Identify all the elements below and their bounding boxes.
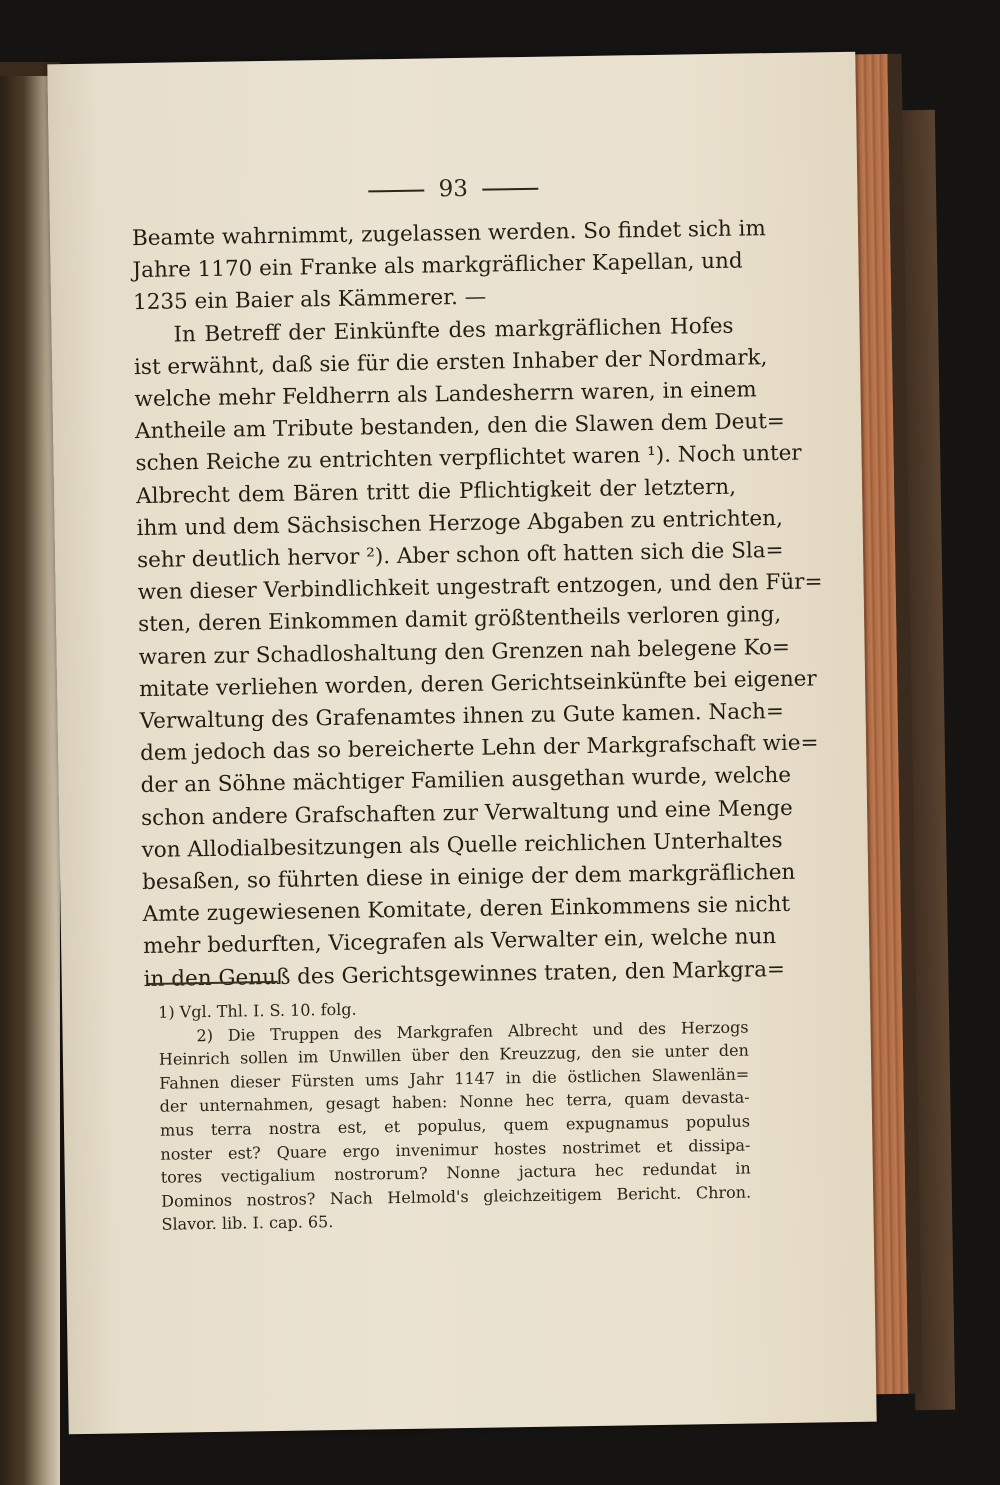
text-line: mehr bedurften, Vicegrafen als Verwalter ein, welche nun	[142, 924, 777, 960]
text-line: ihm und dem Sächsischen Herzoge Abgaben zu entrichten,	[136, 505, 784, 541]
text-line: Amte zugewiesenen Komitate, deren Einkommens sie nicht	[142, 892, 791, 928]
text-line: Jahre 1170 ein Franke als markgräflicher Kapellan, und	[132, 248, 743, 284]
book-page	[47, 52, 876, 1435]
text-line: in den Genuß des Gerichtsgewinnes traten, den Markgra=	[143, 956, 786, 992]
text-line: wen dieser Verbindlichkeit ungestraft entzogen, und den Für=	[137, 569, 823, 606]
text-line: der an Söhne mächtiger Familien ausgethan wurde, welche	[140, 763, 792, 799]
footnote-line: mus terra nostra est, et populus, quem expugnamus populus	[159, 1111, 751, 1140]
text-line: 1235 ein Baier als Kämmerer. —	[132, 284, 487, 316]
text-line: dem jedoch das so bereicherte Lehn der Markgrafschaft wie=	[139, 730, 819, 767]
footnote-line: 2) Die Truppen des Markgrafen Albrecht und des Herzogs	[196, 1017, 749, 1045]
text-line: ist erwähnt, daß sie für die ersten Inhaber der Nordmark,	[133, 344, 768, 380]
text-line: sten, deren Einkommen damit größtentheils verloren ging,	[137, 602, 782, 638]
text-line: Antheile am Tribute bestanden, den die Slawen dem Deut=	[134, 409, 786, 445]
footnote-line: Heinrich sollen im Unwillen über den Kreuzzug, den sie unter den	[158, 1040, 750, 1069]
footnote-line: tores vectigalium nostrorum? Nonne jactura hec redundat in	[160, 1158, 751, 1187]
footnote-line: noster est? Quare ergo invenimur hostes nostrimet et dissipa-	[160, 1135, 751, 1164]
text-line: von Allodialbesitzungen als Quelle reichlichen Unterhaltes	[141, 827, 783, 863]
header-rule-right	[482, 188, 538, 191]
text-line: waren zur Schadloshaltung den Grenzen nah belegene Ko=	[138, 634, 791, 670]
page-header	[49, 170, 857, 209]
text-line: schen Reiche zu entrichten verpflichtet waren ¹). Noch unter	[135, 441, 802, 477]
text-line: schon andere Grafschaften zur Verwaltung und eine Menge	[140, 795, 794, 831]
footnotes	[158, 992, 752, 1237]
text-line: mitate verliehen worden, deren Gerichtseinkünfte bei eigener	[138, 666, 817, 702]
text-line: sehr deutlich hervor ²). Aber schon oft hatten sich die Sla=	[136, 537, 784, 574]
page-number: 93	[438, 175, 469, 203]
footnote-line: 1) Vgl. Thl. I. S. 10. folg.	[158, 999, 357, 1022]
footnote-line: Dominos nostros? Nach Helmold's gleichzeitigem Bericht. Chron.	[161, 1182, 752, 1211]
footnote-line: Fahnen dieser Fürsten ums Jahr 1147 in die östlichen Slawenlän=	[159, 1064, 750, 1093]
footnote-line: Slavor. lib. I. cap. 65.	[161, 1212, 334, 1235]
text-line: Verwaltung des Grafenamtes ihnen zu Gute kamen. Nach=	[139, 698, 785, 735]
text-line: Beamte wahrnimmt, zugelassen werden. So findet sich im	[131, 216, 767, 252]
body-text	[131, 214, 823, 996]
text-line: Albrecht dem Bären tritt die Pflichtigkeit der letztern,	[135, 474, 737, 509]
text-line: In Betreff der Einkünfte des markgräflichen Hofes	[173, 313, 734, 348]
header-rule-left	[369, 190, 425, 193]
text-line: welche mehr Feldherrn als Landesherrn waren, in einem	[134, 377, 757, 413]
text-line: besaßen, so führten diese in einige der dem markgräflichen	[141, 859, 796, 896]
footnote-line: der unternahmen, gesagt haben: Nonne hec terra, quam devasta-	[159, 1087, 750, 1117]
